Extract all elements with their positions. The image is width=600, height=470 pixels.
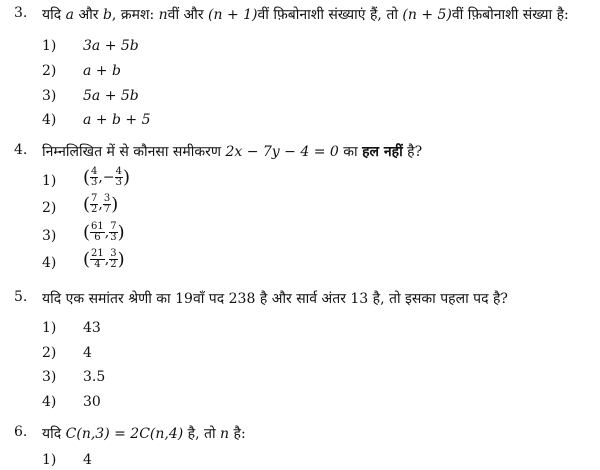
option-label: 4) xyxy=(42,255,57,271)
option-label: 1) xyxy=(42,173,57,189)
question-number: 4. xyxy=(14,142,28,158)
option-label: 2) xyxy=(42,345,57,361)
option-label: 4) xyxy=(42,394,57,410)
option-label: 1) xyxy=(42,38,57,54)
option-label: 3) xyxy=(42,369,57,385)
question-text: यदि C(n,3) = 2C(n,4) है, तो n है: xyxy=(42,426,246,442)
question-number: 6. xyxy=(14,424,28,440)
option-value: ( $\frac{21}{4}$ , $\frac{3}{2}$ ) xyxy=(83,248,125,270)
question-text: यदि a और b, क्रमश: nवीं और (n + 1)वीं फ़िबोनाशी संख्याएं हैं, तो (n + 5)वीं फ़िबोनाशी संख्या है: xyxy=(42,7,569,23)
option-value: a + b xyxy=(83,63,121,79)
option-value: ( $\frac{4}{3}$ ,− $\frac{4}{3}$ ) xyxy=(83,166,130,188)
option-value: 3a + 5b xyxy=(83,38,139,54)
option-label: 3) xyxy=(42,88,57,104)
question-text: निम्नलिखित में से कौनसा समीकरण 2x − 7y − 4 = 0 का हल नहीं है? xyxy=(42,144,423,160)
option-value: 30 xyxy=(83,394,101,410)
question-number: 5. xyxy=(14,289,28,305)
option-value: ( $\frac{7}{2}$ , $\frac{3}{7}$ ) xyxy=(83,193,119,215)
option-value: 4 xyxy=(83,452,92,468)
option-value: 43 xyxy=(83,320,101,336)
question-text: यदि एक समांतर श्रेणी का 19वाँ पद 238 है और सार्व अंतर 13 है, तो इसका पहला पद है? xyxy=(42,291,508,307)
option-label: 4) xyxy=(42,112,57,128)
option-value: 3.5 xyxy=(83,369,106,385)
option-label: 2) xyxy=(42,200,57,216)
option-value: 5a + 5b xyxy=(83,88,139,104)
question-number: 3. xyxy=(14,5,28,21)
option-value: ( $\frac{61}{6}$ , $\frac{7}{3}$ ) xyxy=(83,221,125,243)
option-label: 3) xyxy=(42,228,57,244)
option-value: a + b + 5 xyxy=(83,112,151,128)
option-label: 2) xyxy=(42,63,57,79)
option-label: 1) xyxy=(42,320,57,336)
option-label: 1) xyxy=(42,452,57,468)
option-value: 4 xyxy=(83,345,92,361)
